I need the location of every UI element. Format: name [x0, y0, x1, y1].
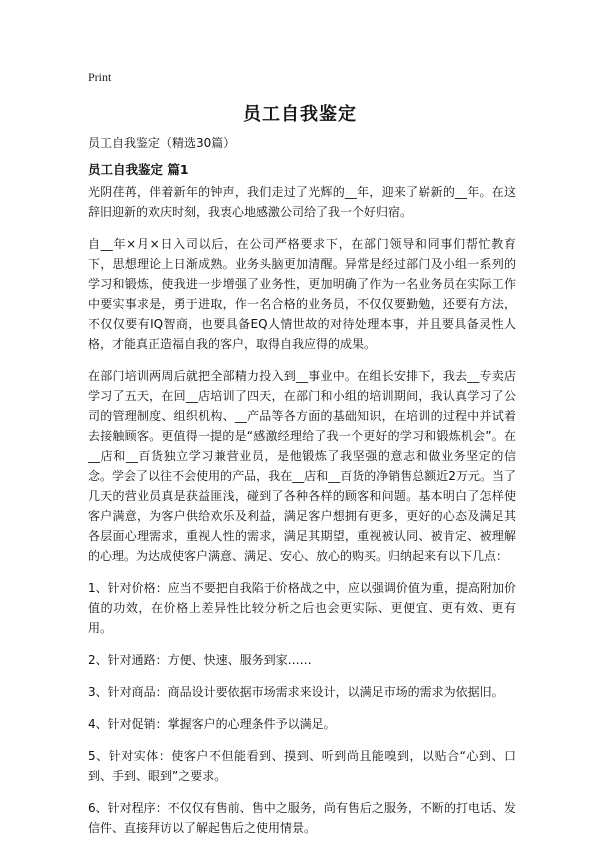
paragraph: 1、针对价格：应当不要把自我陷于价格战之中，应以强调价值为重，提高附加价值的功效，在价格上差异性比较分析之后也会更实际、更便宜、更有效、更有用。 — [88, 581, 516, 635]
document-subtitle: 员工自我鉴定（精选30篇） — [88, 136, 236, 150]
section-heading: 员工自我鉴定 篇1 — [88, 162, 189, 177]
page-title: 员工自我鉴定 — [243, 104, 357, 125]
paragraph: 光阴荏苒，伴着新年的钟声，我们走过了光辉的__年，迎来了崭新的__年。在这辞旧迎新的欢庆时刻，我衷心地感激公司给了我一个好归宿。 — [88, 185, 516, 219]
paragraph: 在部门培训两周后就把全部精力投入到__事业中。在组长安排下，我去__专卖店学习了五天，在回__店培训了四天，在部门和小组的培训期间，我认真学习了公司的管理制度、组织机构、__产品等各方面的基础知识，在培训的过程中并试着去接触顾客。更值得一提的是“感激经理给了我一个更好的学习和锻炼机会”。在__店和__百货独立学习兼营业员，是他锻炼了我坚强的意志和做业务坚定的信念。学会了以往不会使用的产品，我在__店和__百货的净销售总额近2万元。当了几天的营业员真是获益匪浅，碰到了各种各样的顾客和问题。基本明白了怎样使客户满意，为客户供给欢乐及利益，满足客户想拥有更多，更好的心态及满足其各层面心理需求，重视人性的需求，满足其期望，重视被认同、被肯定、被理解的心理。为达成使客户满意、满足、安心、放心的购买。归纳起来有以下几点： — [88, 369, 516, 563]
paragraph: 6、针对程序：不仅仅有售前、售中之服务，尚有售后之服务，不断的打电话、发信件、直接拜访以了解起售后之使用情景。 — [88, 801, 516, 835]
paragraph: 5、针对实体：使客户不但能看到、摸到、听到尚且能嗅到，以贴合“心到、口到、手到、眼到”之要求。 — [88, 749, 516, 783]
paragraph: 4、针对促销：掌握客户的心理条件予以满足。 — [88, 717, 336, 731]
paragraph: 自__年×月×日入司以后，在公司严格要求下，在部门领导和同事们帮忙教育下，思想理论上日渐成熟。业务头脑更加清醒。异常是经过部门及小组一系列的学习和锻炼，使我进一步增强了业务性，更加明确了作为一名业务员在实际工作中要实事求是，勇于进取，作一名合格的业务员，不仅仅要勤勉，还要有方法，不仅仅要有IQ智商，也要具备EQ人情世故的对待处理本事，并且要具备灵性人格，才能真正造福自我的客户，取得自我应得的成果。 — [88, 237, 516, 351]
document-body — [88, 182, 516, 850]
paragraph: 2、针对通路：方便、快速、服务到家…… — [88, 653, 312, 667]
paragraph: 3、针对商品：商品设计要依据市场需求来设计，以满足市场的需求为依据旧。 — [88, 685, 504, 699]
print-link[interactable]: Print — [88, 70, 112, 84]
